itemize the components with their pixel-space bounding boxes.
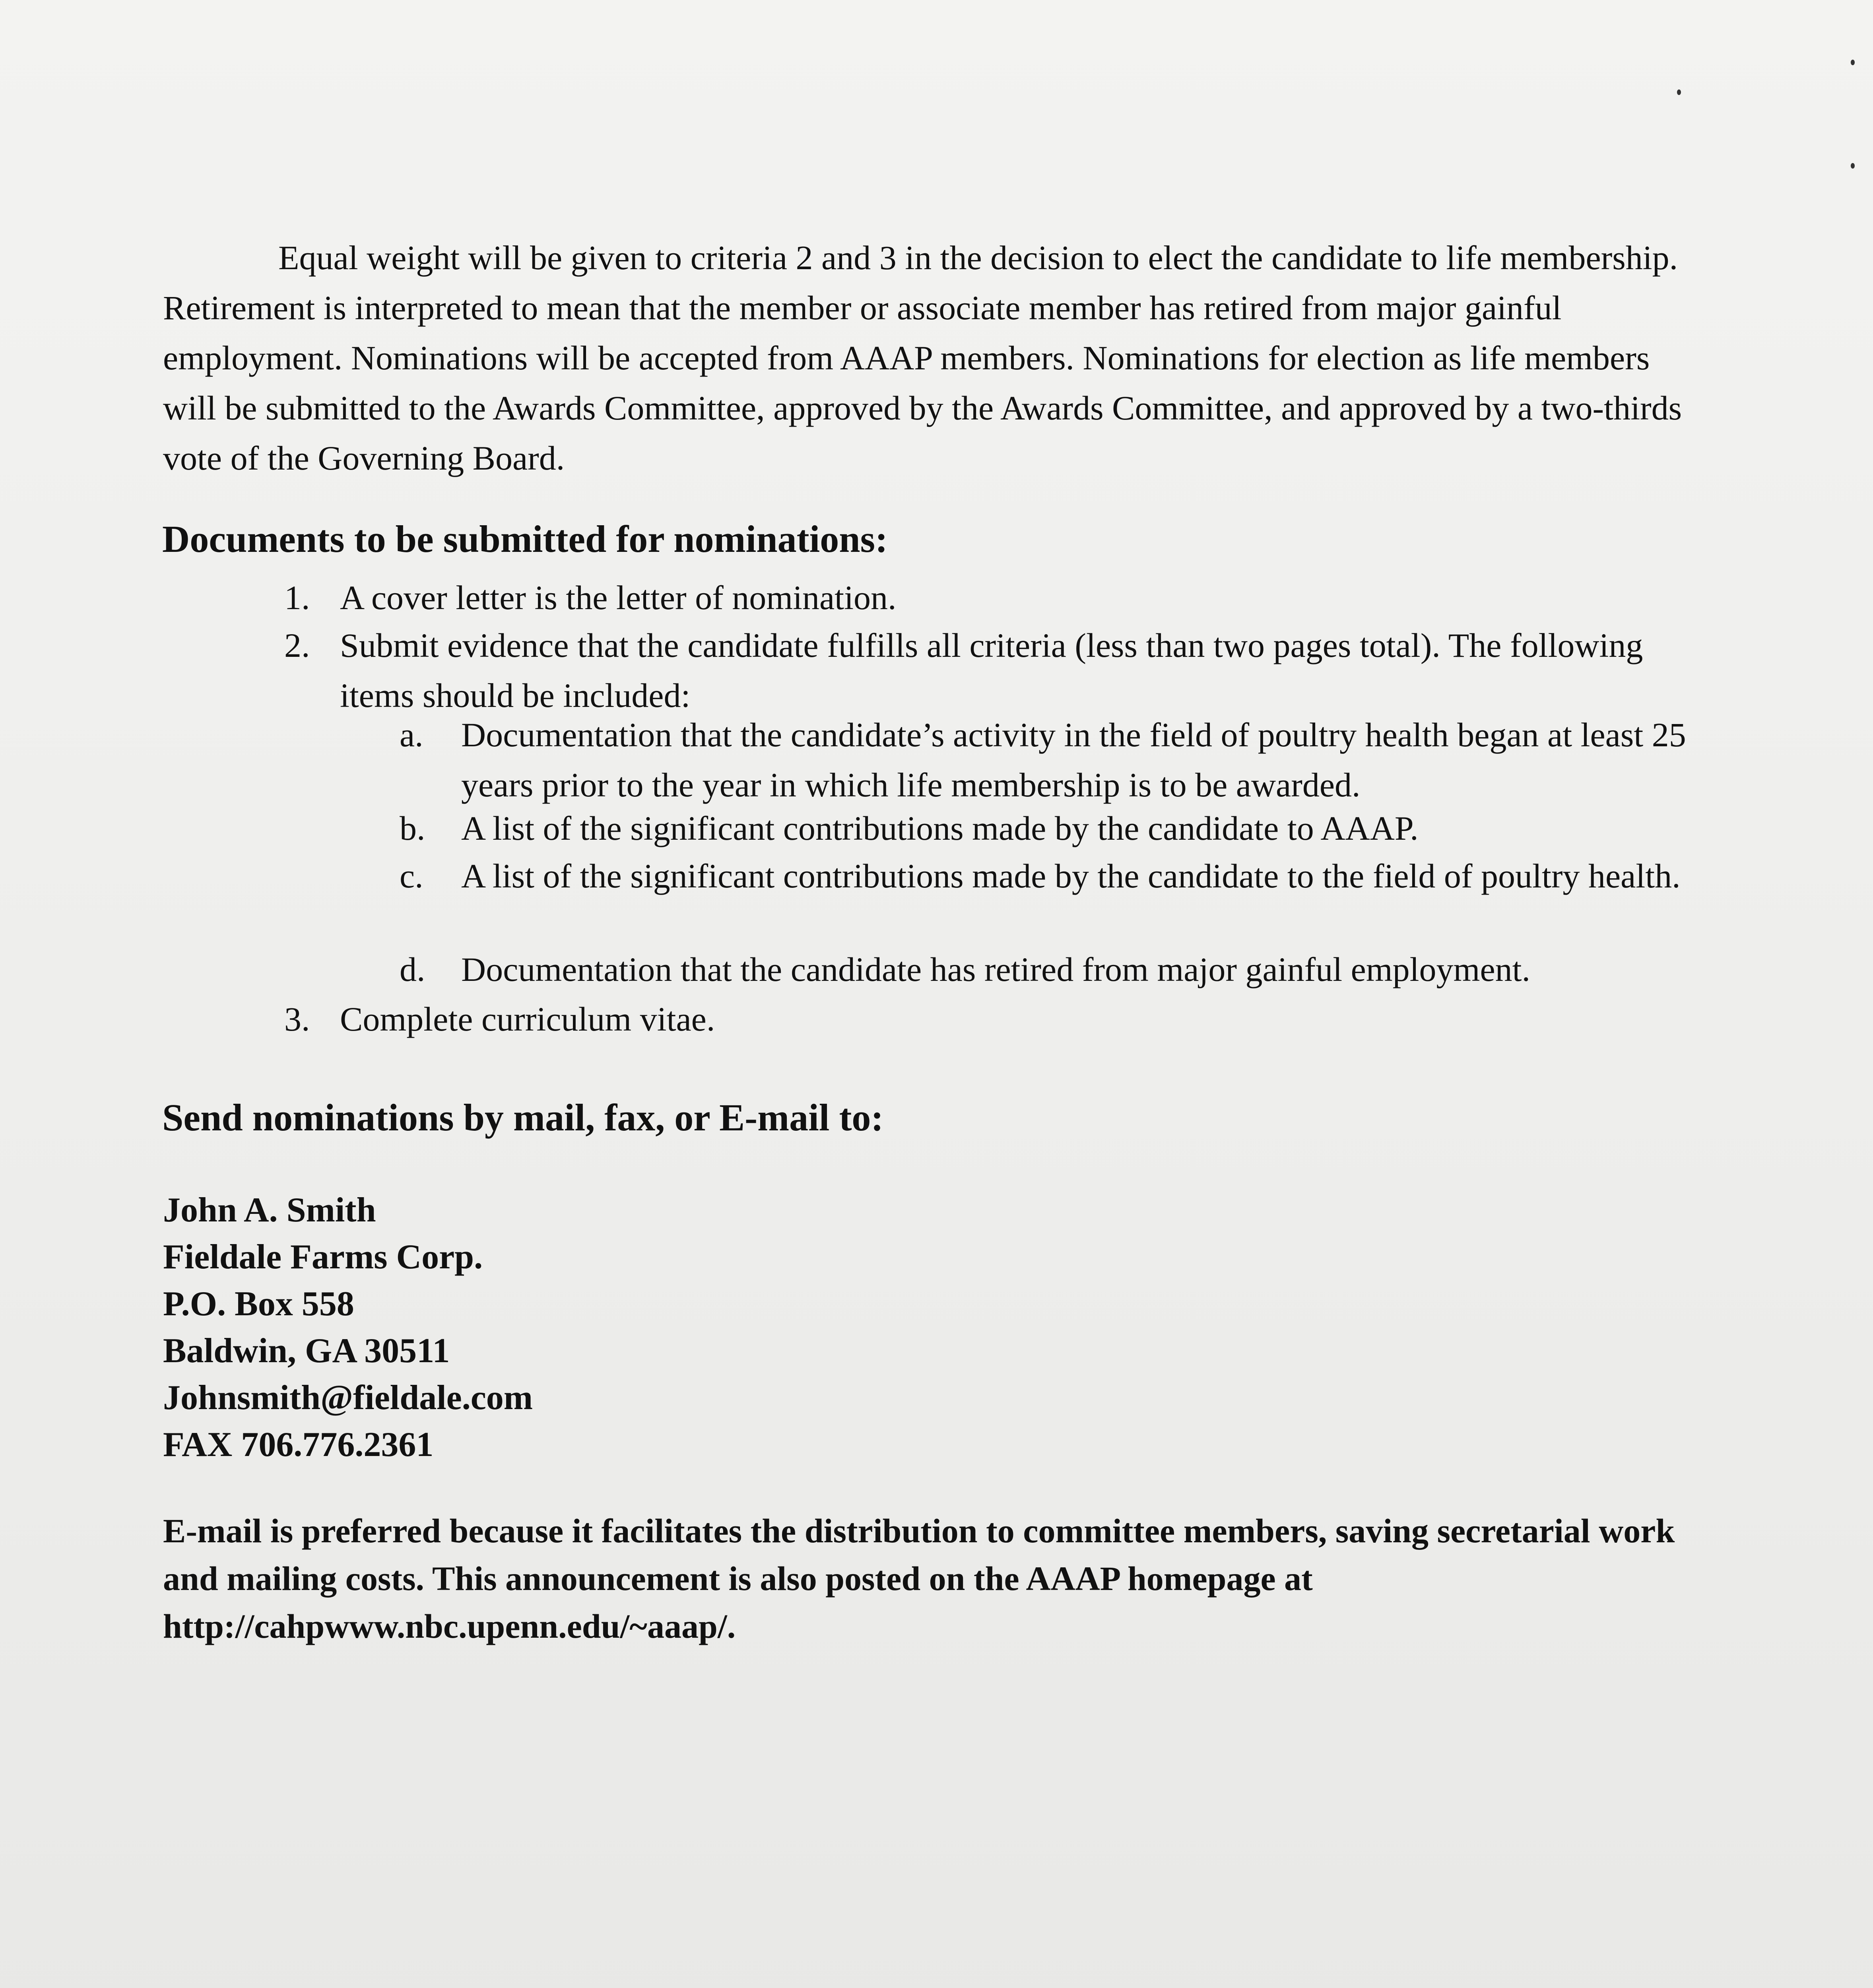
sub-list-item [400,803,1712,853]
sub-list-letter: d. [400,950,425,988]
speck-mark [1851,163,1855,169]
mailing-address [163,1187,533,1468]
list-item [284,620,1700,720]
list-item [284,573,1700,623]
list-number: 3. [284,1000,310,1038]
address-fax: FAX 706.776.2361 [163,1425,434,1464]
send-heading: Send nominations by mail, fax, or E-mail to: [162,1096,884,1139]
speck-mark [1851,60,1855,65]
sub-list-text: Documentation that the candidate’s activity in the field of poultry health began at least 25 years prior to the year in which life membership is to be awarded. [461,716,1686,804]
sub-list-item [400,851,1712,901]
speck-mark [1677,89,1681,95]
list-text: Complete curriculum vitae. [340,1000,715,1038]
list-text: Submit evidence that the candidate fulfills all criteria (less than two pages total). The following items should be included: [340,626,1643,714]
sub-list-letter: c. [400,857,423,895]
intro-paragraph: Equal weight will be given to criteria 2 and 3 in the decision to elect the candidate to life membership. Retirement is interpreted to mean that the member or associate member has retired from major gainful employment. Nominations will be accepted from AAAP members. Nominations for election as life members will be submitted to the Awards Committee, approved by the Awards Committee, and approved by a two-thirds vote of the Governing Board. [163,239,1682,477]
documents-heading: Documents to be submitted for nominations: [162,518,888,560]
sub-list-text: A list of the significant contributions made by the candidate to the field of poultry health. [461,857,1681,895]
sub-list-text: A list of the significant contributions made by the candidate to AAAP. [461,809,1419,847]
address-email: Johnsmith@fieldale.com [163,1378,533,1417]
list-number: 2. [284,626,310,664]
address-name: John A. Smith [163,1191,376,1229]
sub-list-text: Documentation that the candidate has retired from major gainful employment. [461,950,1531,988]
list-item [284,994,1700,1044]
sub-list-letter: a. [400,716,423,754]
address-company: Fieldale Farms Corp. [163,1238,483,1276]
sub-list-item [400,944,1712,994]
list-text: A cover letter is the letter of nomination. [340,579,897,617]
email-note: E-mail is preferred because it facilitates the distribution to committee members, saving secretarial work and mailing costs. This announcement is also posted on the AAAP homepage at http://cahpwww.nbc.upenn.edu/~aaap/. [163,1512,1675,1645]
sub-list-letter: b. [400,809,425,847]
address-city: Baldwin, GA 30511 [163,1332,450,1370]
address-po-box: P.O. Box 558 [163,1285,354,1323]
list-number: 1. [284,579,310,617]
sub-list-item [400,710,1712,810]
